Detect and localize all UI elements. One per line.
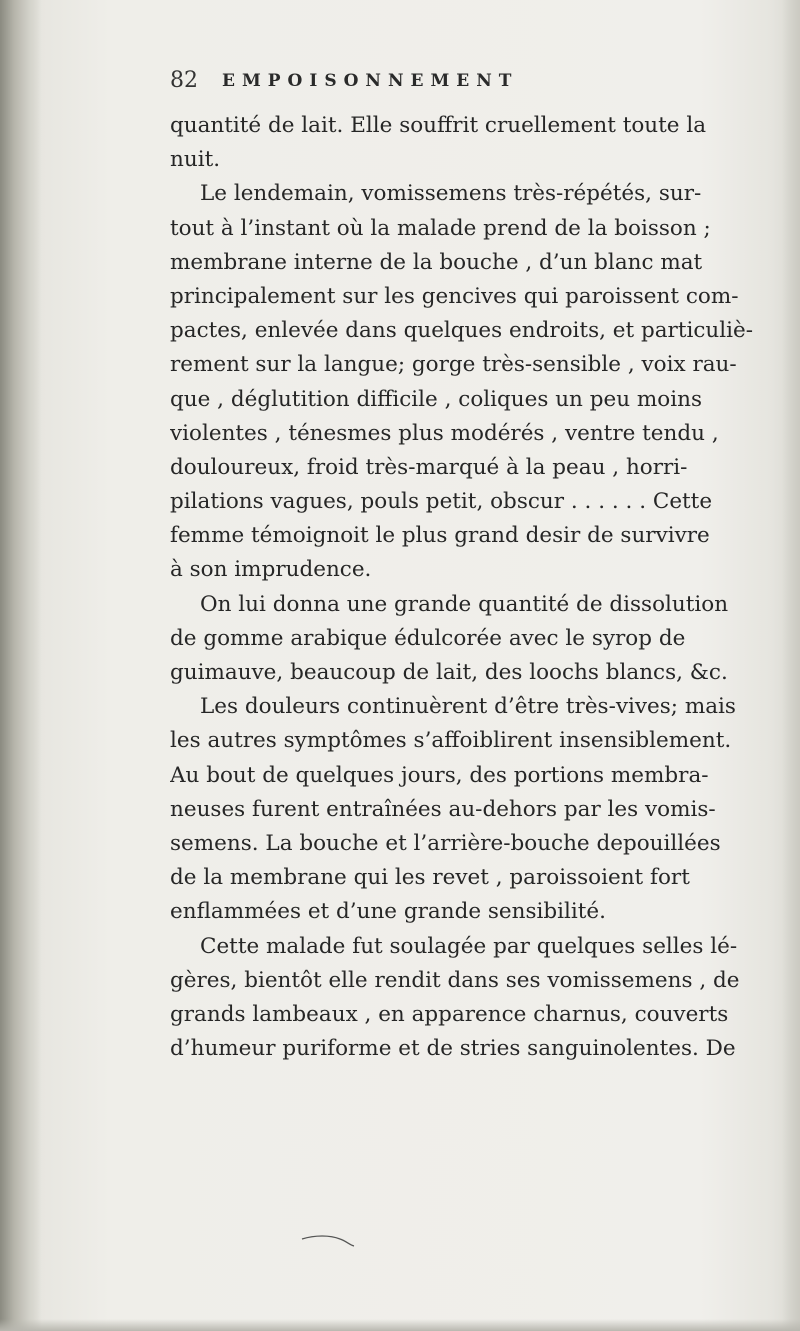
text-line: douloureux, froid très-marqué à la peau , horri- [170,454,688,480]
text-line: guimauve, beaucoup de lait, des loochs blancs, &c. [170,660,728,685]
text-line: principalement sur les gencives qui paroissent com- [170,283,739,309]
text-line: grands lambeaux , en apparence charnus, couverts [170,1001,729,1027]
page-edge-right [782,0,800,1331]
text-line: à son imprudence. [170,557,372,583]
text-line: pilations vagues, pouls petit, obscur . . . . . . Cette [170,489,713,515]
text-line: membrane interne de la bouche , d’un blanc mat [170,249,703,275]
text-line: de la membrane qui les revet , paroissoient fort [170,865,690,891]
text-line: quantité de lait. Elle souffrit cruellement toute la [170,113,707,138]
text-line: d’humeur puriforme et de stries sanguinolentes. De [170,1036,736,1062]
text-line: neuses furent entraînées au-dehors par les vomis- [170,796,716,822]
text-line: les autres symptômes s’affoiblirent insensiblement. [170,728,732,754]
text-line: que , déglutition difficile , coliques un peu moins [170,386,702,412]
text-line: violentes , ténesmes plus modérés , ventre tendu , [170,420,719,446]
paragraph-start-line: Les douleurs continuèrent d’être très-vives; mais [200,694,736,720]
text-line: de gomme arabique édulcorée avec le syrop de [170,625,686,651]
text-line: nuit. [170,147,221,173]
paragraph-start-line: Le lendemain, vomissemens très-répétés, sur- [200,181,702,207]
page-number: 82 [170,68,198,93]
text-line: semens. La bouche et l’arrière-bouche depouillées [170,830,721,856]
running-title: EMPOISONNEMENT [222,71,519,91]
text-line: Au bout de quelques jours, des portions membra- [170,762,709,788]
page-edge-bottom [0,1319,800,1331]
page-header [170,66,640,96]
body-text [170,109,782,1066]
text-line: enflammées et d’une grande sensibilité. [170,899,606,925]
page-binding-shadow [0,0,42,1331]
text-line: tout à l’instant où la malade prend de la boisson ; [170,215,711,241]
text-line: rement sur la langue; gorge très-sensible , voix rau- [170,352,737,378]
text-line: pactes, enlevée dans quelques endroits, et particuliè- [170,318,753,344]
catchword-mark-icon [300,1233,360,1247]
paragraph-start-line: Cette malade fut soulagée par quelques selles lé- [200,933,738,959]
text-line: femme témoignoit le plus grand desir de survivre [170,523,710,549]
paragraph-start-line: On lui donna une grande quantité de dissolution [200,591,729,617]
text-line: gères, bientôt elle rendit dans ses vomissemens , de [170,967,740,993]
